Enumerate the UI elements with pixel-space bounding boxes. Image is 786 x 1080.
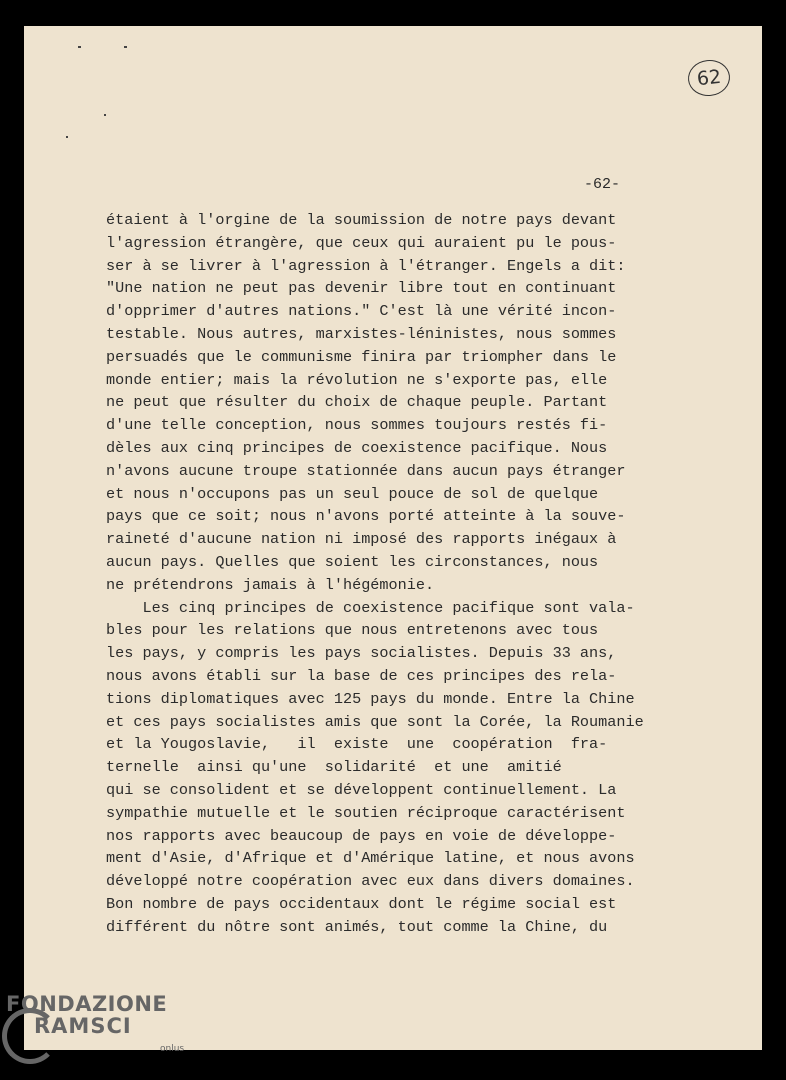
text-line: tions diplomatiques avec 125 pays du monde. Entre la Chine [106,689,635,708]
text-line: dèles aux cinq principes de coexistence pacifique. Nous [106,438,608,457]
ink-speck [78,46,81,48]
text-line: persuadés que le communisme finira par triompher dans le [106,347,617,366]
typed-body-text [106,209,666,939]
text-line: Bon nombre de pays occidentaux dont le régime social est [106,894,617,913]
text-line: n'avons aucune troupe stationnée dans aucun pays étranger [106,461,626,480]
page-number: -62- [584,176,621,193]
text-line: qui se consolident et se développent continuellement. La [106,780,617,799]
text-line: étaient à l'orgine de la soumission de notre pays devant [106,211,617,229]
logo-onlus: onlus [160,1044,185,1054]
text-line: ternelle ainsi qu'une solidarité et une amitié [106,758,562,777]
text-line: l'agression étrangère, que ceux qui auraient pu le pous- [106,233,617,252]
text-line: nous avons établi sur la base de ces principes des rela- [106,666,617,685]
text-line: différent du nôtre sont animés, tout comme la Chine, du [106,917,608,936]
text-line: et ces pays socialistes amis que sont la Corée, la Roumanie [106,712,644,731]
text-line: raineté d'aucune nation ni imposé des rapports inégaux à [106,530,617,549]
text-line: monde entier; mais la révolution ne s'exporte pas, elle [106,370,608,389]
text-line: les pays, y compris les pays socialistes. Depuis 33 ans, [106,644,617,663]
text-line: et nous n'occupons pas un seul pouce de sol de quelque [106,484,599,503]
document-page [24,26,762,1050]
text-line: ser à se livrer à l'agression à l'étranger. Engels a dit: [106,256,626,275]
text-line: et la Yougoslavie, il existe une coopération fra- [106,735,608,754]
text-line: développé notre coopération avec eux dans divers domaines. [106,872,635,891]
g-circle-icon [2,1008,58,1064]
circled-page-number: 62 [686,58,732,98]
ink-speck [66,136,68,138]
ink-speck [104,114,106,116]
text-line: "Une nation ne peut pas devenir libre tout en continuant [106,279,617,298]
text-line: ne peut que résulter du choix de chaque peuple. Partant [106,393,608,412]
text-line: testable. Nous autres, marxistes-léninistes, nous sommes [106,324,617,343]
text-line: sympathie mutuelle et le soutien réciproque caractérisent [106,803,626,822]
text-line: nos rapports avec beaucoup de pays en voie de développe- [106,826,617,845]
text-line: bles pour les relations que nous entretenons avec tous [106,621,599,640]
fondazione-gramsci-logo [6,992,185,1054]
text-line: d'opprimer d'autres nations." C'est là une vérité incon- [106,302,617,321]
text-line: pays que ce soit; nous n'avons porté atteinte à la souve- [106,507,626,526]
text-line: ne prétendrons jamais à l'hégémonie. [106,575,435,594]
ink-speck [124,46,127,48]
text-line: ment d'Asie, d'Afrique et d'Amérique latine, et nous avons [106,849,635,868]
logo-line-2: RAMSCI [34,1014,167,1038]
text-line: d'une telle conception, nous sommes toujours restés fi- [106,416,608,435]
text-line: aucun pays. Quelles que soient les circonstances, nous [106,552,599,571]
logo-line-1: FONDAZIONE [6,992,168,1016]
text-line: Les cinq principes de coexistence pacifique sont vala- [106,598,635,617]
